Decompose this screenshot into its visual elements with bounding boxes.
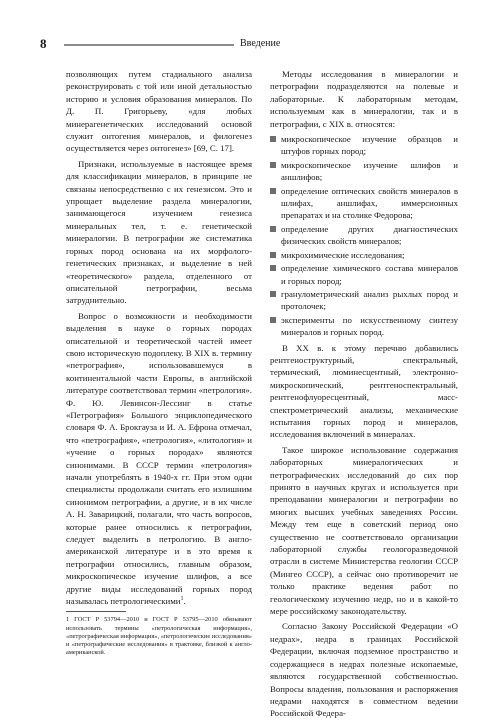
list-item: [270, 133, 458, 158]
methods-list: [270, 133, 458, 339]
square-bullet-icon: [270, 265, 276, 271]
square-bullet-icon: [270, 252, 276, 258]
list-item: [270, 249, 458, 261]
list-item: [270, 314, 458, 339]
right-column: [270, 68, 458, 723]
list-item-text: определение других диагностических физических свойств минералов;: [281, 223, 458, 247]
section-title: Введение: [240, 38, 281, 49]
paragraph: [66, 310, 252, 608]
list-item: [270, 262, 458, 287]
footnote-mark: 1: [180, 596, 184, 603]
square-bullet-icon: [270, 291, 276, 297]
left-column: [66, 68, 252, 657]
header-rule: [64, 44, 234, 46]
page-number: 8: [40, 36, 47, 51]
list-item-text: эксперименты по искусственному синтезу минералов и горных пород.: [281, 314, 458, 338]
paragraph: Такое широкое использование содержания лабораторных минералогических и петрографических исследований до сих пор принято в научных кругах и используется при преподавании минералогии и петрографии во многих высших учебных заведениях России. Между тем еще в советский период оно существенно не соответствовало организации лабораторной службы геологоразведочной отрасли в системе Министерства геологии СССР (Мингео СССР), а сейчас оно противоречит не только практике ведения работ по геологическому изучению недр, но и в какой-то мере российскому законодательству.: [270, 444, 458, 617]
paragraph: В XX в. к этому перечню добавились рентгеноструктурный, спектральный, термический, люминесцентный, электронно-микроскопический, рентгеноспектральный, рентгенофлуоресцентный, масс-спектрометрический анализы, механические испытания горных пород и минералов, исследования включений в минералах.: [270, 342, 458, 440]
list-item-text: определение химического состава минералов и горных пород;: [281, 263, 458, 286]
footnote-rule: [66, 611, 126, 612]
list-item-text: определение оптических свойств минералов в шлифах, аншлифах, иммерсионных препаратах и на столике Федорова;: [281, 185, 458, 221]
paragraph-end: .: [183, 596, 186, 607]
paragraph: Согласно Закону Российской Федерации «О недрах», недра в границах Российской Федерации, включая подземное пространство и содержащиеся в недрах полезные ископаемые, являются государственной собственностью. Вопросы владения, пользования и распоряжения недрами находятся в совместном ведении Российской Федера-: [270, 621, 458, 719]
paragraph-text: Вопрос о возможности и необходимости выделения в науке о горных породах описательной и теоретической частей имеет свою историческую подоплеку. В XIX в. термину «петрография», использовавшемуся в континентальной части Европы, в английской литературе соответствовал термин «петрология». Ф. Ю. Левинсон-Лессинг в статье «Петрография» Большого энциклопедического словаря Ф. А. Брокгауза и И. А. Ефрона отмечал, что «петрография», «петрология», «литология» и «учение о горных породах» являются синонимами. В СССР термин «петрология» начали употреблять в 1940-х гг. При этом одни специалисты продолжали считать его излишним синонимом петрографии, а другие, и в их числе А. Н. Заварицкий, полагали, что часть вопросов, которые ранее относились к петрографии, следует выделить в петрологию. В англо-американской литературе и в это время к петрографии относились, главным образом, микроскопическое изучение шлифов, а все другие виды исследований горных пород называлась петрологическими: [66, 310, 252, 607]
square-bullet-icon: [270, 136, 276, 142]
list-item: [270, 159, 458, 184]
list-item: [270, 185, 458, 222]
list-item: [270, 288, 458, 313]
square-bullet-icon: [270, 317, 276, 323]
paragraph: Признаки, используемые в настоящее время для классификации минералов, в принципе не связаны непосредственно с их генезисом. Это и упрощает выделение раздела минералогии, занимающегося изучением генезиса минеральных тел, т. е. генетической минералогии. В петрографии же систематика горных пород основана на их морфолого-генетических признаках, и выделение в ней «теоретического» раздела, отделенного от описательной петрографии, весьма затруднительно.: [66, 158, 252, 306]
square-bullet-icon: [270, 188, 276, 194]
list-item-text: микроскопическое изучение шлифов и аншлифов;: [281, 159, 458, 183]
list-item-text: микрохимические исследования;: [281, 249, 405, 260]
square-bullet-icon: [270, 162, 276, 168]
running-header: [0, 0, 500, 58]
list-item-text: гранулометрический анализ рыхлых пород и протолочек;: [281, 288, 458, 312]
paragraph: позволяющих путем стадиального анализа реконструировать с той или иной детальностью историю и условия образования минералов. По Д. П. Григорьеву, «для любых минерагенетических исследований основой служит онтогения минералов, и филогенез осуществляется через онтогенез» [69, С. 17].: [66, 69, 252, 154]
paragraph: Методы исследования в минералогии и петрографии подразделяются на полевые и лабораторные. К лабораторным методам, используемым как в минералогии, так и в петрографии, с XIX в. относятся:: [270, 69, 458, 129]
list-item: [270, 223, 458, 248]
square-bullet-icon: [270, 226, 276, 232]
list-item-text: микроскопическое изучение образцов и штуфов горных пород;: [281, 134, 458, 157]
footnote: 1 ГОСТ Р 53794—2010 и ГОСТ Р 53795—2010 обязывают использовать термины «петрологическая информация», «петрографическая информация», «петрологические исследования» и «петрографические исследования» в трактовке, близкой к англо-американской.: [66, 616, 252, 657]
